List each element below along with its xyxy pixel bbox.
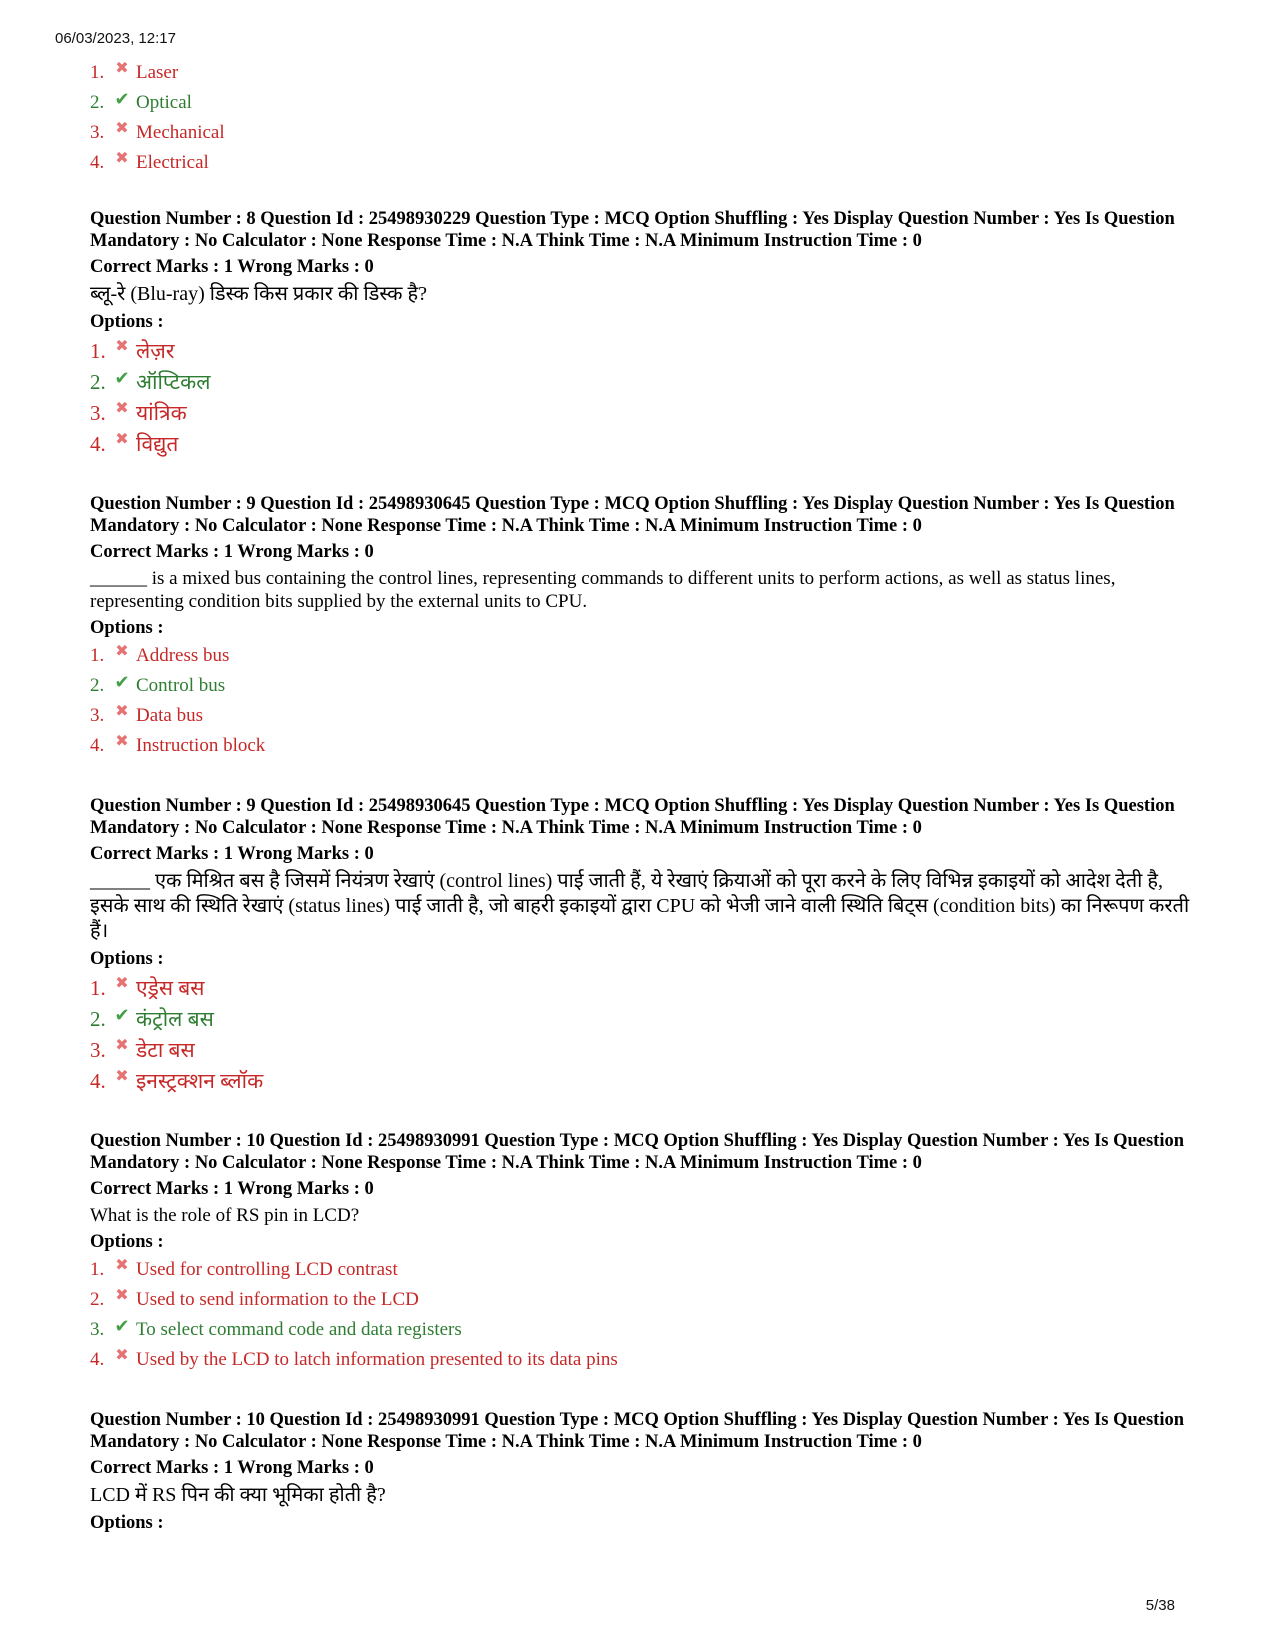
option-number: 4. [90,1349,105,1370]
question-block [90,493,1200,761]
question-marks: Correct Marks : 1 Wrong Marks : 0 [90,844,374,864]
cross-icon: ✖ [115,150,129,167]
option-number: 1. [90,645,105,666]
option-row [90,428,1200,459]
question-text: What is the role of RS pin in LCD? [90,1205,360,1226]
option-row [90,148,1200,178]
question-marks: Correct Marks : 1 Wrong Marks : 0 [90,257,374,277]
option-label: Used for controlling LCD contrast [136,1259,398,1280]
option-row [90,731,1200,761]
option-label: यांत्रिक [136,400,187,425]
option-row [90,1003,1200,1034]
option-label: एड्रेस बस [136,975,205,1000]
question-meta: Question Number : 10 Question Id : 25498930991 Question Type : MCQ Option Shuffling : Yes Display Question Number : Yes Is Question Mandatory : No Calculator : None Response Time : N.A Think Time : N.A Minimum Instruction Time : 0 [90,1131,1185,1173]
option-label: Address bus [136,645,230,666]
cross-icon: ✖ [115,120,129,137]
option-number: 4. [90,431,106,456]
option-number: 1. [90,1259,105,1280]
question-meta: Question Number : 10 Question Id : 25498930991 Question Type : MCQ Option Shuffling : Yes Display Question Number : Yes Is Question Mandatory : No Calculator : None Response Time : N.A Think Time : N.A Minimum Instruction Time : 0 [90,1410,1185,1452]
option-row [90,118,1200,148]
option-row [90,972,1200,1003]
question-text: ______ is a mixed bus containing the control lines, representing commands to different units to perform actions, as well as status lines, representing condition bits supplied by the external units to CPU. [90,568,1116,612]
option-row [90,1285,1200,1315]
option-number: 1. [90,338,106,363]
options-label: Options : [90,1232,164,1252]
option-label: Instruction block [136,735,266,756]
option-number: 2. [90,369,106,394]
question-meta: Question Number : 8 Question Id : 25498930229 Question Type : MCQ Option Shuffling : Yes Display Question Number : Yes Is Question Mandatory : No Calculator : None Response Time : N.A Think Time : N.A Minimum Instruction Time : 0 [90,209,1175,251]
option-label: Used by the LCD to latch information presented to its data pins [136,1349,618,1370]
option-row [90,335,1200,366]
option-number: 3. [90,1319,105,1340]
option-row [90,641,1200,671]
cross-icon: ✖ [115,399,129,417]
option-number: 3. [90,705,105,726]
question-block [90,1130,1200,1375]
cross-icon: ✖ [115,430,129,448]
option-number: 2. [90,1006,106,1031]
option-number: 4. [90,1068,106,1093]
cross-icon: ✖ [115,643,129,660]
option-number: 1. [90,62,105,83]
option-row [90,671,1200,701]
option-label: Control bus [136,675,226,696]
question-text: ब्लू-रे (Blu-ray) डिस्क किस प्रकार की डिस्क है? [90,283,427,305]
cross-icon: ✖ [115,60,129,77]
cross-icon: ✖ [115,1257,129,1274]
cross-icon: ✖ [115,1347,129,1364]
cross-icon: ✖ [115,337,129,355]
question-block [90,795,1200,1096]
option-label: Electrical [136,152,209,173]
option-row [90,1034,1200,1065]
page-number: 5/38 [1145,1597,1175,1614]
check-icon: ✔ [114,672,130,692]
option-number: 4. [90,735,105,756]
option-row [90,58,1200,88]
option-label: इनस्ट्रक्शन ब्लॉक [136,1068,264,1093]
cross-icon: ✖ [115,1036,129,1054]
options-label: Options : [90,312,164,332]
option-number: 4. [90,152,105,173]
question-marks: Correct Marks : 1 Wrong Marks : 0 [90,542,374,562]
option-label: To select command code and data registers [136,1319,462,1340]
check-icon: ✔ [114,1004,130,1025]
option-label: Laser [136,62,179,83]
question-text: LCD में RS पिन की क्या भूमिका होती है? [90,1484,386,1506]
cross-icon: ✖ [115,974,129,992]
option-row [90,397,1200,428]
check-icon: ✔ [114,367,130,388]
option-label: Data bus [136,705,204,726]
option-number: 2. [90,92,105,113]
option-label: लेज़र [136,338,175,363]
question-marks: Correct Marks : 1 Wrong Marks : 0 [90,1458,374,1478]
option-number: 3. [90,1037,106,1062]
question-meta: Question Number : 9 Question Id : 25498930645 Question Type : MCQ Option Shuffling : Yes Display Question Number : Yes Is Question Mandatory : No Calculator : None Response Time : N.A Think Time : N.A Minimum Instruction Time : 0 [90,494,1175,536]
option-row [90,1345,1200,1375]
question-meta: Question Number : 9 Question Id : 25498930645 Question Type : MCQ Option Shuffling : Yes Display Question Number : Yes Is Question Mandatory : No Calculator : None Response Time : N.A Think Time : N.A Minimum Instruction Time : 0 [90,796,1175,838]
option-row [90,366,1200,397]
question-marks: Correct Marks : 1 Wrong Marks : 0 [90,1179,374,1199]
option-label: Mechanical [136,122,225,143]
option-label: Used to send information to the LCD [136,1289,419,1310]
question-text: ______ एक मिश्रित बस है जिसमें नियंत्रण रेखाएं (control lines) पाई जाती हैं, ये रेखाएं क्रियाओं को पूरा करने के लिए विभिन्न इकाइयों को आदेश देती है, इसके साथ की स्थिति रेखाएं (status lines) पाई जाती है, जो बाहरी इकाइयों द्वारा CPU को भेजी जाने वाली स्थिति बिट्स (condition bits) का निरूपण करती हैं। [90,870,1190,942]
option-number: 3. [90,122,105,143]
option-number: 2. [90,675,105,696]
options-list-continued [90,58,1200,178]
option-label: Optical [136,92,192,113]
option-row [90,1255,1200,1285]
option-row [90,88,1200,118]
question-block [90,1409,1200,1534]
options-label: Options : [90,1513,164,1533]
option-number: 2. [90,1289,105,1310]
option-row [90,701,1200,731]
option-number: 3. [90,400,106,425]
options-label: Options : [90,949,164,969]
option-label: ऑप्टिकल [136,369,211,394]
timestamp: 06/03/2023, 12:17 [55,30,176,47]
cross-icon: ✖ [115,1287,129,1304]
option-label: विद्युत [136,431,179,456]
document-body [90,58,1200,1536]
option-label: कंट्रोल बस [136,1006,214,1031]
option-row [90,1315,1200,1345]
options-label: Options : [90,618,164,638]
question-block [90,208,1200,459]
cross-icon: ✖ [115,1067,129,1085]
option-label: डेटा बस [136,1037,195,1062]
check-icon: ✔ [114,89,130,109]
option-row [90,1065,1200,1096]
option-number: 1. [90,975,106,1000]
cross-icon: ✖ [115,733,129,750]
check-icon: ✔ [114,1316,130,1336]
cross-icon: ✖ [115,703,129,720]
